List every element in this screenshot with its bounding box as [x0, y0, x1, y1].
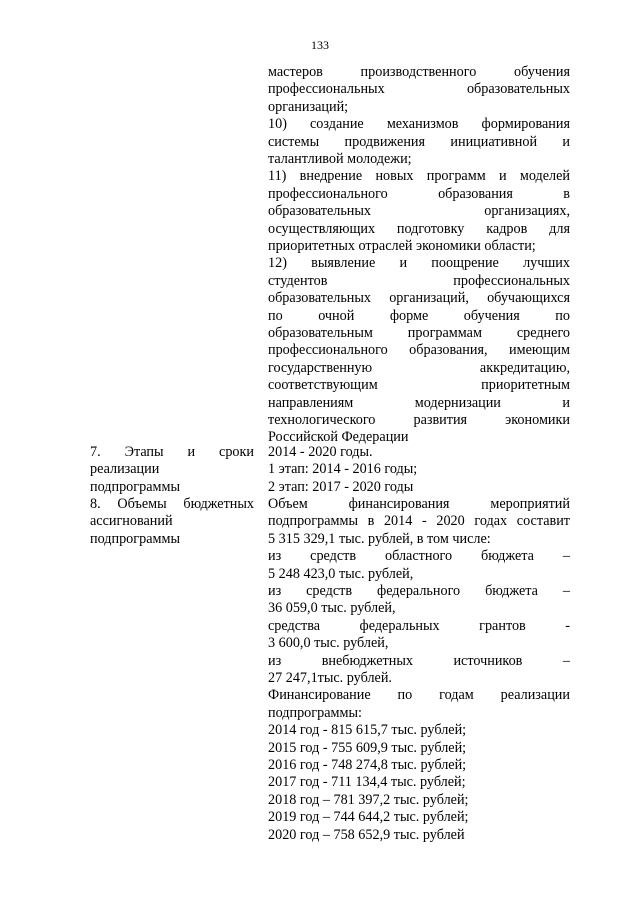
continued-task-line: государственную аккредитацию, [268, 359, 570, 376]
continued-task-line: 11) внедрение новых программ и моделей [268, 168, 570, 185]
section-8-title-line: 8. Объемы бюджетных [90, 496, 254, 512]
section-8-title-line: ассигнований [90, 513, 173, 530]
continued-task-line: 10) создание механизмов формирования [268, 116, 570, 133]
section-8-content-line: из внебюджетных источников – [268, 652, 570, 669]
continued-task-line: системы продвижения инициативной и [268, 133, 570, 150]
section-7-title-line: 7. Этапы и сроки [90, 444, 254, 460]
section-8-content-line: 2017 год - 711 134,4 тыс. рублей; [268, 774, 466, 791]
continued-task-line: 12) выявление и поощрение лучших [268, 255, 570, 272]
continued-task-line: осуществляющих подготовку кадров для [268, 220, 570, 237]
continued-task-line: образовательных организаций, обучающихся [268, 290, 570, 307]
section-7-content-line: 1 этап: 2014 - 2016 годы; [268, 461, 418, 478]
continued-task-line: профессиональных образовательных [268, 81, 570, 98]
section-8-title-line: подпрограммы [90, 530, 180, 547]
section-8-content-line: подпрограммы в 2014 - 2020 годах составит [268, 513, 570, 530]
section-7-title-line: подпрограммы [90, 478, 180, 495]
section-8-content-line: 5 315 329,1 тыс. рублей, в том числе: [268, 530, 491, 547]
section-8-content-line: 2016 год - 748 274,8 тыс. рублей; [268, 757, 467, 773]
section-8-content-line: 27 247,1тыс. рублей. [268, 670, 392, 686]
section-8-content-line: из средств федерального бюджета – [268, 583, 570, 599]
section-8-content-line: 3 600,0 тыс. рублей, [268, 635, 389, 652]
section-8-content-line: 2015 год - 755 609,9 тыс. рублей; [268, 739, 467, 756]
section-8-content-line: из средств областного бюджета – [268, 548, 570, 565]
section-7-content-line: 2 этап: 2017 - 2020 годы [268, 478, 414, 495]
section-8-content-line: средства федеральных грантов - [268, 617, 570, 634]
continued-task-line: технологического развития экономики [268, 412, 570, 428]
continued-task-line: образовательным программам среднего [268, 325, 570, 341]
section-8-content-line: Финансирование по годам реализации [268, 687, 570, 704]
continued-task-line: талантливой молодежи; [268, 151, 412, 167]
continued-task-line: Российской Федерации [268, 429, 409, 446]
continued-task-line: профессионального образования в [268, 185, 570, 202]
section-8-content-line: 2020 год – 758 652,9 тыс. рублей [268, 826, 465, 843]
page-number: 133 [311, 38, 329, 52]
continued-task-line: по очной форме обучения по [268, 307, 570, 324]
continued-task-line: соответствующим приоритетным [268, 377, 570, 394]
section-8-content-line: 5 248 423,0 тыс. рублей, [268, 565, 414, 582]
continued-task-line: приоритетных отраслей экономики области; [268, 238, 536, 254]
section-8-content-line: 2019 год – 744 644,2 тыс. рублей; [268, 809, 469, 826]
section-8-content-line: 2018 год – 781 397,2 тыс. рублей; [268, 791, 469, 808]
continued-task-line: профессионального образования, имеющим [268, 342, 570, 359]
continued-task-line: образовательных организациях, [268, 203, 570, 220]
section-8-content-line: 2014 год - 815 615,7 тыс. рублей; [268, 722, 467, 739]
section-7-title-line: реализации [90, 461, 160, 478]
section-8-content-line: 36 059,0 тыс. рублей, [268, 600, 396, 617]
continued-task-line: мастеров производственного обучения [268, 64, 570, 80]
continued-task-line: направлениям модернизации и [268, 394, 570, 411]
section-7-content-line: 2014 - 2020 годы. [268, 444, 373, 460]
continued-task-line: организаций; [268, 98, 349, 115]
section-8-content-line: Объем финансирования мероприятий [268, 496, 570, 512]
section-8-content-line: подпрограммы: [268, 704, 362, 721]
continued-task-line: студентов профессиональных [268, 272, 570, 289]
